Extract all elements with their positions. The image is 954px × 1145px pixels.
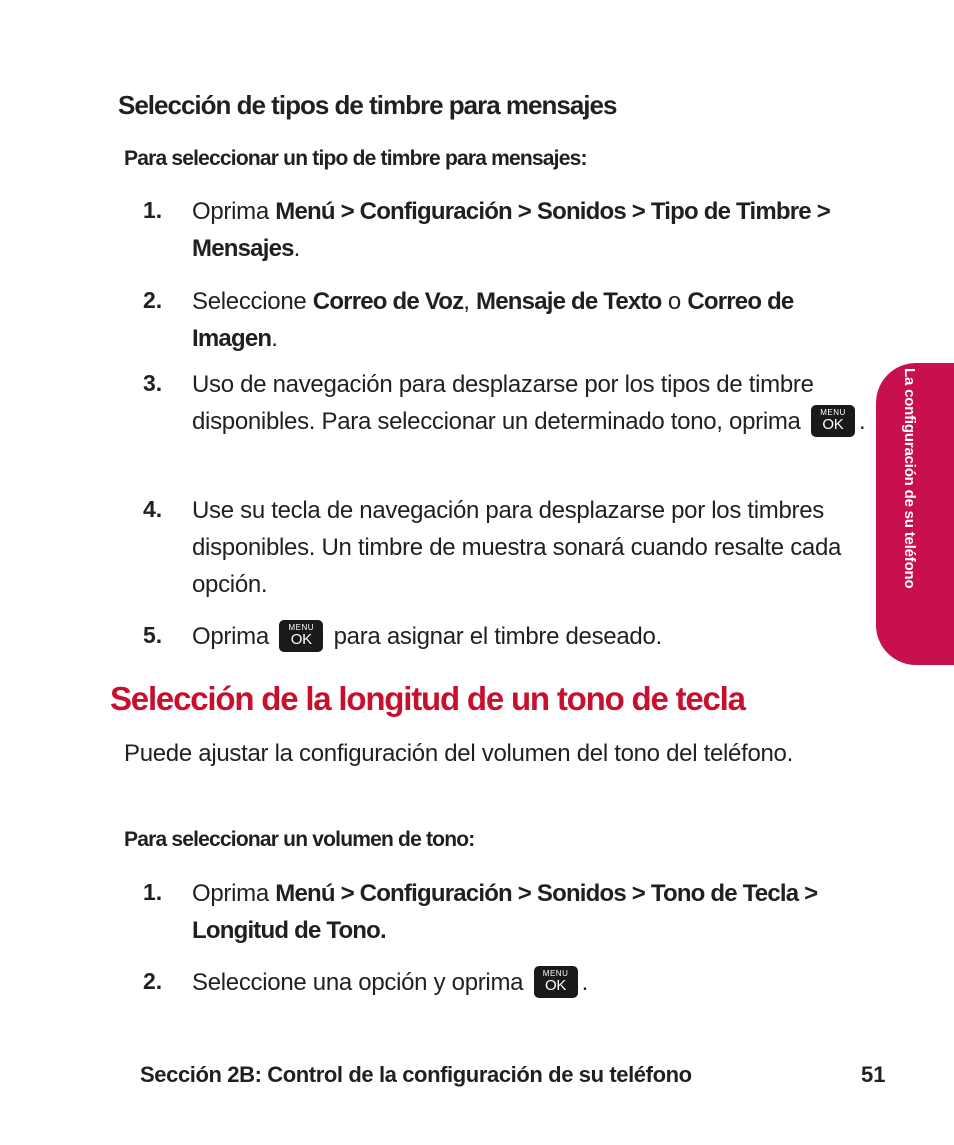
step-number: 2. xyxy=(143,968,163,994)
step-number: 1. xyxy=(143,879,163,905)
menu-ok-key-icon: MENU OK xyxy=(279,620,323,652)
step-text: Oprima Menú > Configuración > Sonidos > Tipo de Timbre > Mensajes. xyxy=(192,198,830,262)
step-number: 4. xyxy=(143,496,163,522)
section-intro-ringer-types: Para seleccionar un tipo de timbre para mensajes: xyxy=(124,147,587,170)
option-picture-mail: Correo de Imagen xyxy=(192,288,794,352)
section-heading-key-tone-length: Selección de la longitud de un tono de tecla xyxy=(110,680,745,717)
step-number: 3. xyxy=(143,370,163,396)
step-number: 5. xyxy=(143,622,163,648)
step-text: Oprima Menú > Configuración > Sonidos > Tono de Tecla > Longitud de Tono. xyxy=(192,880,818,944)
option-text-message: Mensaje de Texto xyxy=(476,288,662,315)
step-text: Seleccione una opción y oprima MENU OK . xyxy=(192,964,872,1001)
section-intro-tone-volume: Para seleccionar un volumen de tono: xyxy=(124,828,475,851)
step-text: Use su tecla de navegación para desplazarse por los timbres disponibles. Un timbre de muestra sonará cuando resalte cada opción. xyxy=(192,497,842,598)
menu-path: Menú > Configuración > Sonidos > Tipo de Timbre > Mensajes xyxy=(192,198,830,262)
step-number: 1. xyxy=(143,197,163,223)
menu-path: Menú > Configuración > Sonidos > Tono de Tecla > Longitud de Tono. xyxy=(192,880,818,944)
step-text: Seleccione Correo de Voz, Mensaje de Texto o Correo de Imagen. xyxy=(192,288,794,352)
step-text: Uso de navegación para desplazarse por los tipos de timbre disponibles. Para seleccionar un determinado tono, oprima MENU OK . xyxy=(192,371,866,435)
step-text: Oprima MENU OK para asignar el timbre deseado. xyxy=(192,618,872,655)
page-number: 51 xyxy=(861,1062,886,1087)
menu-ok-key-icon: MENU OK xyxy=(811,405,855,437)
section-heading-ringer-types: Selección de tipos de timbre para mensajes xyxy=(118,90,617,120)
menu-ok-key-icon: MENU OK xyxy=(534,966,578,998)
chapter-side-tab-label: La configuración de su teléfono xyxy=(901,368,918,589)
step-number: 2. xyxy=(143,287,163,313)
option-voice-mail: Correo de Voz xyxy=(312,288,464,315)
footer-section-title: Sección 2B: Control de la configuración de su teléfono xyxy=(140,1062,692,1087)
section-paragraph: Puede ajustar la configuración del volumen del tono del teléfono. xyxy=(124,740,793,767)
